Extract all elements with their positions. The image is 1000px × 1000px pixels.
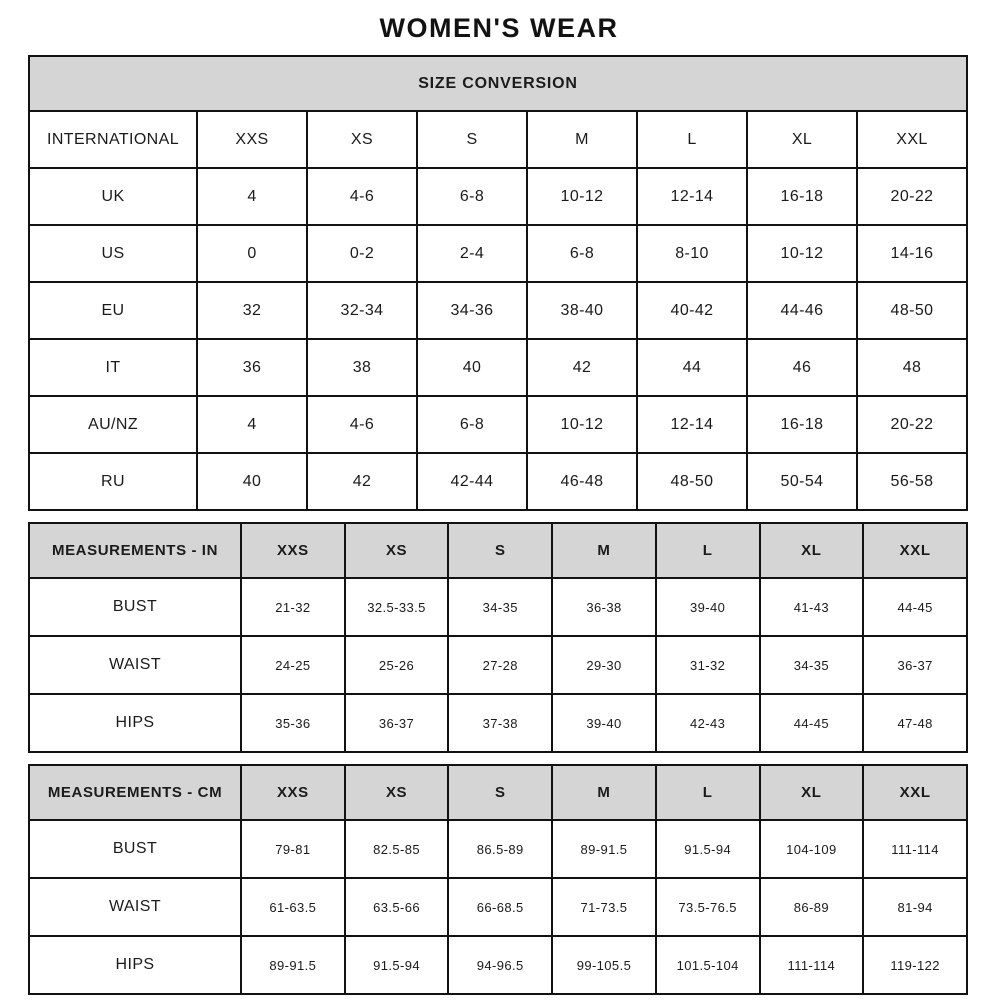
cell: 42 [307, 453, 417, 510]
cell: 81-94 [863, 878, 967, 936]
cell: 10-12 [527, 168, 637, 225]
cell: 36-37 [863, 636, 967, 694]
cell: 48-50 [857, 282, 967, 339]
cell: 2-4 [417, 225, 527, 282]
cell: 41-43 [760, 578, 864, 636]
table-row [29, 396, 967, 453]
cell: 40-42 [637, 282, 747, 339]
cell: 0 [197, 225, 307, 282]
cell: 48-50 [637, 453, 747, 510]
cell: 36-37 [345, 694, 449, 752]
column-header: XXS [197, 111, 307, 168]
row-label: BUST [29, 578, 241, 636]
column-header: XXS [241, 523, 345, 578]
row-label: UK [29, 168, 197, 225]
cell: 79-81 [241, 820, 345, 878]
table-header: MEASUREMENTS - CM [29, 765, 241, 820]
cell: 89-91.5 [241, 936, 345, 994]
table-row [29, 694, 967, 752]
table-row [29, 878, 967, 936]
row-label: US [29, 225, 197, 282]
cell: 37-38 [448, 694, 552, 752]
table-header: SIZE CONVERSION [29, 56, 967, 111]
cell: 42-43 [656, 694, 760, 752]
column-header: M [552, 765, 656, 820]
cell: 6-8 [417, 396, 527, 453]
cell: 32-34 [307, 282, 417, 339]
row-label: EU [29, 282, 197, 339]
table-header-row [29, 56, 967, 111]
table-row [29, 820, 967, 878]
column-header: XS [307, 111, 417, 168]
cell: 25-26 [345, 636, 449, 694]
column-header: M [527, 111, 637, 168]
cell: 86.5-89 [448, 820, 552, 878]
column-header: L [656, 523, 760, 578]
cell: 89-91.5 [552, 820, 656, 878]
cell: 40 [197, 453, 307, 510]
table-row [29, 282, 967, 339]
cell: 71-73.5 [552, 878, 656, 936]
cell: 46 [747, 339, 857, 396]
column-header: XS [345, 765, 449, 820]
cell: 12-14 [637, 396, 747, 453]
cell: 39-40 [552, 694, 656, 752]
table-row [29, 636, 967, 694]
column-header: XXS [241, 765, 345, 820]
cell: 21-32 [241, 578, 345, 636]
cell: 104-109 [760, 820, 864, 878]
cell: 44-45 [760, 694, 864, 752]
page-title: WOMEN'S WEAR [379, 13, 619, 43]
table-row [29, 578, 967, 636]
cell: 27-28 [448, 636, 552, 694]
cell: 56-58 [857, 453, 967, 510]
column-header: L [637, 111, 747, 168]
row-label: RU [29, 453, 197, 510]
column-header: XXL [857, 111, 967, 168]
cell: 10-12 [527, 396, 637, 453]
size-conversion-table [28, 55, 968, 511]
cell: 10-12 [747, 225, 857, 282]
cell: 12-14 [637, 168, 747, 225]
cell: 38 [307, 339, 417, 396]
cell: 36 [197, 339, 307, 396]
row-label: WAIST [29, 636, 241, 694]
cell: 86-89 [760, 878, 864, 936]
cell: 50-54 [747, 453, 857, 510]
cell: 34-35 [448, 578, 552, 636]
cell: 4 [197, 168, 307, 225]
cell: 42 [527, 339, 637, 396]
cell: 91.5-94 [656, 820, 760, 878]
table-header: MEASUREMENTS - IN [29, 523, 241, 578]
cell: 4-6 [307, 396, 417, 453]
cell: 35-36 [241, 694, 345, 752]
cell: 34-36 [417, 282, 527, 339]
column-header: XL [747, 111, 857, 168]
measurements-in-table [28, 522, 968, 753]
column-header: S [448, 765, 552, 820]
table-row [29, 936, 967, 994]
column-header: INTERNATIONAL [29, 111, 197, 168]
table-header-row [29, 523, 967, 578]
cell: 47-48 [863, 694, 967, 752]
column-header: M [552, 523, 656, 578]
cell: 48 [857, 339, 967, 396]
cell: 36-38 [552, 578, 656, 636]
row-label: HIPS [29, 694, 241, 752]
cell: 61-63.5 [241, 878, 345, 936]
cell: 42-44 [417, 453, 527, 510]
cell: 20-22 [857, 168, 967, 225]
column-header-row [29, 111, 967, 168]
table-row [29, 168, 967, 225]
table-row [29, 453, 967, 510]
cell: 6-8 [417, 168, 527, 225]
cell: 39-40 [656, 578, 760, 636]
row-label: IT [29, 339, 197, 396]
cell: 119-122 [863, 936, 967, 994]
cell: 66-68.5 [448, 878, 552, 936]
cell: 6-8 [527, 225, 637, 282]
cell: 29-30 [552, 636, 656, 694]
column-header: XXL [863, 765, 967, 820]
cell: 94-96.5 [448, 936, 552, 994]
column-header: L [656, 765, 760, 820]
column-header: S [417, 111, 527, 168]
row-label: HIPS [29, 936, 241, 994]
row-label: BUST [29, 820, 241, 878]
cell: 63.5-66 [345, 878, 449, 936]
cell: 91.5-94 [345, 936, 449, 994]
row-label: WAIST [29, 878, 241, 936]
column-header: XXL [863, 523, 967, 578]
measurements-cm-table [28, 764, 968, 995]
cell: 44-46 [747, 282, 857, 339]
table-header-row [29, 765, 967, 820]
cell: 82.5-85 [345, 820, 449, 878]
cell: 4 [197, 396, 307, 453]
cell: 101.5-104 [656, 936, 760, 994]
cell: 8-10 [637, 225, 747, 282]
cell: 44 [637, 339, 747, 396]
cell: 38-40 [527, 282, 637, 339]
table-row [29, 339, 967, 396]
cell: 46-48 [527, 453, 637, 510]
column-header: S [448, 523, 552, 578]
column-header: XL [760, 523, 864, 578]
row-label: AU/NZ [29, 396, 197, 453]
table-row [29, 225, 967, 282]
cell: 20-22 [857, 396, 967, 453]
cell: 14-16 [857, 225, 967, 282]
cell: 44-45 [863, 578, 967, 636]
cell: 32.5-33.5 [345, 578, 449, 636]
cell: 0-2 [307, 225, 417, 282]
cell: 73.5-76.5 [656, 878, 760, 936]
cell: 111-114 [863, 820, 967, 878]
cell: 16-18 [747, 396, 857, 453]
cell: 24-25 [241, 636, 345, 694]
column-header: XS [345, 523, 449, 578]
cell: 40 [417, 339, 527, 396]
cell: 99-105.5 [552, 936, 656, 994]
cell: 34-35 [760, 636, 864, 694]
cell: 32 [197, 282, 307, 339]
column-header: XL [760, 765, 864, 820]
cell: 16-18 [747, 168, 857, 225]
cell: 111-114 [760, 936, 864, 994]
cell: 4-6 [307, 168, 417, 225]
cell: 31-32 [656, 636, 760, 694]
